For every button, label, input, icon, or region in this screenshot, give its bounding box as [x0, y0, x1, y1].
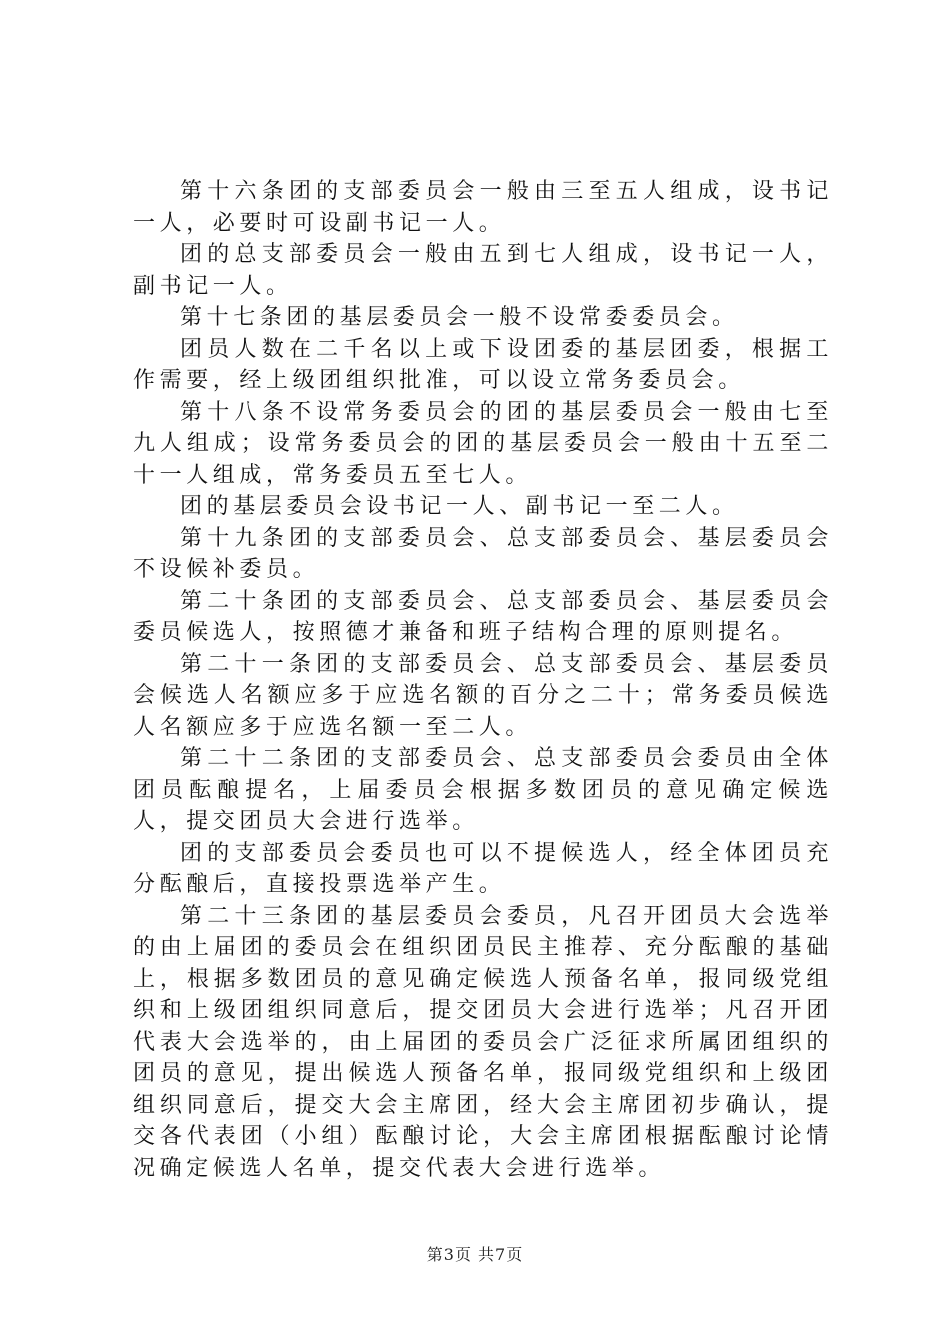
paragraph-article-20: 第二十条团的支部委员会、总支部委员会、基层委员会委员候选人，按照德才兼备和班子结构合理的原则提名。	[133, 588, 833, 645]
paragraph-article-18: 第十八条不设常务委员会的团的基层委员会一般由七至九人组成；设常务委员会的团的基层委员会一般由十五至二十一人组成，常务委员五至七人。	[133, 399, 833, 488]
paragraph-direct-vote: 团的支部委员会委员也可以不提候选人，经全体团员充分酝酿后，直接投票选举产生。	[133, 840, 833, 897]
paragraph-article-19: 第十九条团的支部委员会、总支部委员会、基层委员会不设候补委员。	[133, 525, 833, 582]
paragraph-standing-committee: 团员人数在二千名以上或下设团委的基层团委，根据工作需要，经上级团组织批准，可以设立常务委员会。	[133, 336, 833, 393]
paragraph-general-branch: 团的总支部委员会一般由五到七人组成，设书记一人，副书记一人。	[133, 242, 833, 299]
page-footer	[0, 1245, 950, 1265]
page-number: 第3页 共7页	[426, 1245, 524, 1264]
paragraph-article-16: 第十六条团的支部委员会一般由三至五人组成，设书记一人，必要时可设副书记一人。	[133, 179, 833, 236]
paragraph-article-22: 第二十二条团的支部委员会、总支部委员会委员由全体团员酝酿提名，上届委员会根据多数团员的意见确定候选人，提交团员大会进行选举。	[133, 746, 833, 834]
paragraph-article-21: 第二十一条团的支部委员会、总支部委员会、基层委员会候选人名额应多于应选名额的百分之二十；常务委员候选人名额应多于应选名额一至二人。	[133, 651, 833, 740]
paragraph-secretary: 团的基层委员会设书记一人、副书记一至二人。	[180, 494, 739, 519]
document-body	[133, 176, 833, 1184]
paragraph-article-17: 第十七条团的基层委员会一般不设常委委员会。	[180, 305, 739, 330]
paragraph-article-23: 第二十三条团的基层委员会委员，凡召开团员大会选举的由上届团的委员会在组织团员民主推荐、充分酝酿的基础上，根据多数团员的意见确定候选人预备名单，报同级党组织和上级团组织同意后，提交团员大会进行选举；凡召开团代表大会选举的，由上届团的委员会广泛征求所属团组织的团员的意见，提出候选人预备名单，报同级党组织和上级团组织同意后，提交大会主席团，经大会主席团初步确认，提交各代表团（小组）酝酿讨论，大会主席团根据酝酿讨论情况确定候选人名单，提交代表大会进行选举。	[133, 903, 833, 1181]
